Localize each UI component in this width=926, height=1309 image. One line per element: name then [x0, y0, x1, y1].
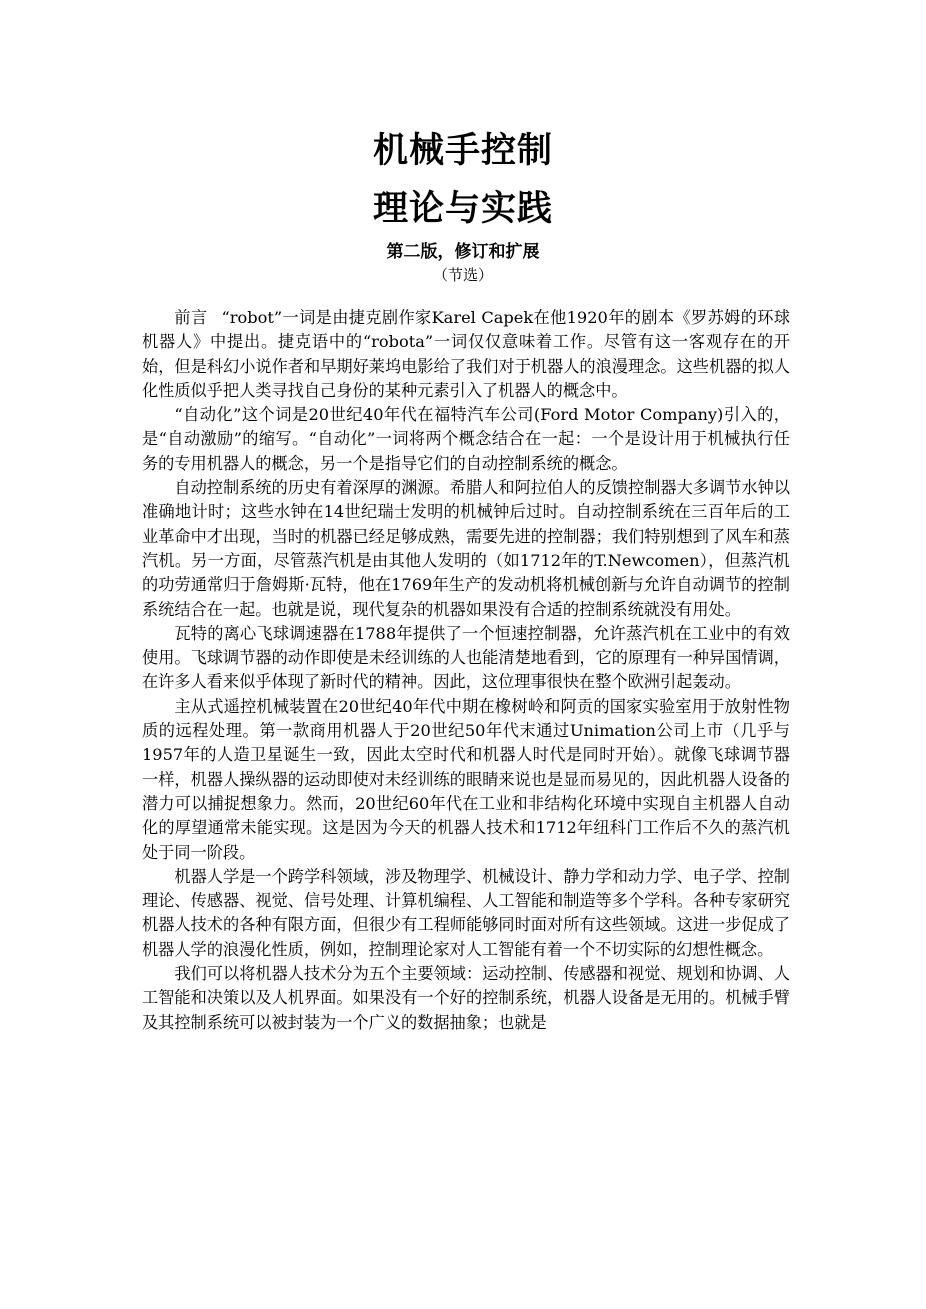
preface-label: 前言	[174, 308, 208, 327]
book-title: 机械手控制	[372, 131, 553, 171]
paragraph-text: “robot”一词是由捷克剧作家Karel Capek在他1920年的剧本《罗苏姆的环球机器人》中提出。捷克语中的“robota”一词仅仅意味着工作。尽管有这一客观存在的开始，但是科幻小说作者和早期好莱坞电影给了我们对于机器人的浪漫理念。这些机器的拟人化性质似乎把人类寻找自己身份的某种元素引入了机器人的概念中。	[142, 308, 790, 400]
body-text	[142, 306, 790, 1206]
paragraph: 我们可以将机器人技术分为五个主要领域：运动控制、传感器和视觉、规划和协调、人工智能和决策以及人机界面。如果没有一个好的控制系统，机器人设备是无用的。机械手臂及其控制系统可以被封装为一个广义的数据抽象；也就是	[142, 964, 790, 1032]
paragraph: 自动控制系统的历史有着深厚的渊源。希腊人和阿拉伯人的反馈控制器大多调节水钟以准确地计时；这些水钟在14世纪瑞士发明的机械钟后过时。自动控制系统在三百年后的工业革命中才出现，当时的机器已经足够成熟，需要先进的控制器；我们特别想到了风车和蒸汽机。另一方面，尽管蒸汽机是由其他人发明的（如1712年的T.Newcomen），但蒸汽机的功劳通常归于詹姆斯·瓦特，他在1769年生产的发动机将机械创新与允许自动调节的控制系统结合在一起。也就是说，现代复杂的机器如果没有合适的控制系统就没有用处。	[142, 478, 790, 619]
paragraph: 主从式遥控机械装置在20世纪40年代中期在橡树岭和阿贡的国家实验室用于放射性物质的远程处理。第一款商用机器人于20世纪50年代末通过Unimation公司上市（几乎与1957年的人造卫星诞生一致，因此太空时代和机器人时代是同时开始）。就像飞球调节器一样，机器人操纵器的运动即使对未经训练的眼睛来说也是显而易见的，因此机器人设备的潜力可以捕捉想象力。然而，20世纪60年代在工业和非结构化环境中实现自主机器人自动化的厚望通常未能实现。这是因为今天的机器人技术和1712年纽科门工作后不久的蒸汽机处于同一阶段。	[142, 696, 790, 862]
title-block	[0, 122, 926, 286]
paragraph: “自动化”这个词是20世纪40年代在福特汽车公司(Ford Motor Company)引入的，是“自动激励”的缩写。“自动化”一词将两个概念结合在一起：一个是设计用于机械执行任务的专用机器人的概念，另一个是指导它们的自动控制系统的概念。	[142, 405, 790, 473]
paragraph: 瓦特的离心飞球调速器在1788年提供了一个恒速控制器，允许蒸汽机在工业中的有效使用。飞球调节器的动作即使是未经训练的人也能清楚地看到，它的原理有一种异国情调，在许多人看来似乎体现了新时代的精神。因此，这位理事很快在整个欧洲引起轰动。	[142, 623, 790, 692]
paragraph: 机器人学是一个跨学科领域，涉及物理学、机械设计、静力学和动力学、电子学、控制理论、传感器、视觉、信号处理、计算机编程、人工智能和制造等多个学科。各种专家研究机器人技术的各种有限方面，但很少有工程师能够同时面对所有这些领域。这进一步促成了机器人学的浪漫化性质，例如，控制理论家对人工智能有着一个不切实际的幻想性概念。	[142, 866, 790, 959]
paragraph	[142, 306, 790, 403]
excerpt-note: （节选）	[432, 266, 493, 284]
book-subtitle: 理论与实践	[372, 189, 553, 229]
edition-note: 第二版，修订和扩展	[386, 242, 540, 262]
